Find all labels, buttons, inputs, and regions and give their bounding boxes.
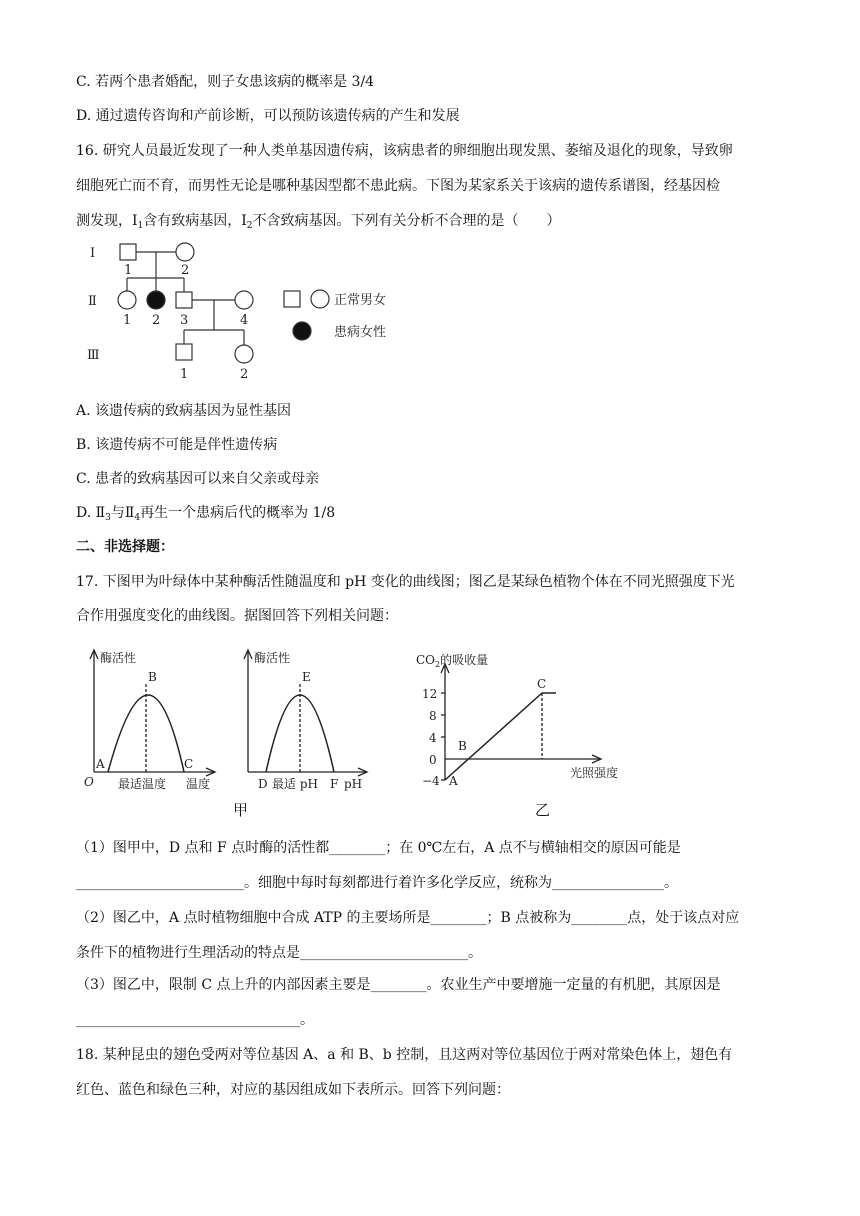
svg-text:B: B	[148, 670, 157, 684]
legend-normal-label: 正常男女	[334, 293, 387, 308]
legend-normal-male-icon	[284, 291, 300, 307]
q18-stem-line2: 红色、蓝色和绿色三种，对应的基因组成如下表所示。回答下列问题：	[76, 1082, 510, 1098]
q17-part1-line1: （1）图甲中，D 点和 F 点时酶的活性都________；在 0℃左右，A 点不与横轴相交的原因可能是	[76, 840, 681, 856]
svg-text:1: 1	[124, 263, 133, 278]
photosynthesis-line	[445, 693, 542, 780]
q16-option-a: A. 该遗传病的致病基因为显性基因	[76, 403, 292, 419]
caption-jia: 甲	[233, 801, 249, 819]
svg-text:4: 4	[429, 731, 437, 745]
photosynthesis-light-graph	[412, 644, 637, 794]
svg-text:2: 2	[240, 367, 249, 382]
svg-text:F: F	[330, 777, 339, 791]
svg-text:光照强度: 光照强度	[570, 766, 619, 780]
gen-label-3: Ⅲ	[87, 348, 100, 363]
svg-text:A: A	[96, 757, 105, 771]
gen2-male-3	[176, 292, 192, 308]
q17-part3-line1: （3）图乙中，限制 C 点上升的内部因素主要是________。农业生产中要增施一定量的有机肥，其原因是	[76, 977, 721, 993]
svg-text:酶活性: 酶活性	[100, 651, 137, 665]
gen2-affected-female-2	[147, 291, 165, 309]
q16-option-d: D. $Ⅱ_3$与$Ⅱ_4$再生一个患病后代的概率为 1/8	[76, 505, 336, 523]
svg-text:酶活性: 酶活性	[254, 651, 291, 665]
legend-affected-female-icon	[293, 322, 311, 340]
enzyme-ph-graph	[238, 640, 373, 795]
svg-text:2: 2	[152, 313, 161, 328]
gen-label-2: Ⅱ	[88, 294, 97, 309]
svg-text:最适温度: 最适温度	[118, 777, 167, 791]
svg-text:3: 3	[180, 313, 189, 328]
svg-text:O: O	[84, 775, 94, 789]
svg-text:C: C	[537, 677, 547, 691]
svg-text:−4: −4	[422, 774, 440, 788]
enzyme-temperature-graph	[78, 640, 226, 795]
svg-text:4: 4	[240, 313, 249, 328]
svg-text:B: B	[458, 739, 467, 753]
q17-stem-line2: 合作用强度变化的曲线图。据图回答下列相关问题：	[76, 608, 398, 624]
q17-stem-line1: 17. 下图甲为叶绿体中某种酶活性随温度和 pH 变化的曲线图；图乙是某绿色植物个体在不同光照强度下光	[76, 574, 735, 590]
q17-part3-line2: ________________________________。	[76, 1012, 314, 1028]
q17-part1-line2: ________________________。细胞中每时每刻都进行着许多化学反应，统称为________________。	[76, 875, 678, 891]
q15-option-d: D. 通过遗传咨询和产前诊断，可以预防该遗传病的产生和发展	[76, 108, 460, 124]
legend-normal-female-icon	[311, 290, 329, 308]
q16-stem-line1: 16. 研究人员最近发现了一种人类单基因遗传病，该病患者的卵细胞出现发黑、萎缩及退化的现象，导致卵	[76, 143, 733, 159]
svg-text:温度: 温度	[186, 777, 211, 791]
q18-stem-line1: 18. 某种昆虫的翅色受两对等位基因 A、a 和 B、b 控制，且这两对等位基因位于两对常染色体上，翅色有	[76, 1047, 733, 1063]
q16-stem-line2: 细胞死亡而不育，而男性无论是哪种基因型都不患此病。下图为某家系关于该病的遗传系谱图，经基因检	[76, 178, 720, 194]
svg-text:D: D	[258, 777, 268, 791]
gen2-female-4	[235, 291, 253, 309]
q16-option-c: C. 患者的致病基因可以来自父亲或母亲	[76, 471, 320, 487]
gen-label-1: Ⅰ	[90, 246, 96, 261]
legend-affected-label: 患病女性	[334, 325, 387, 340]
svg-text:A: A	[449, 774, 458, 788]
svg-text:0: 0	[429, 753, 437, 767]
section-heading: 二、非选择题：	[76, 539, 174, 555]
q17-part2-line2: 条件下的植物进行生理活动的特点是________________________。	[76, 945, 482, 961]
svg-text:2: 2	[181, 263, 190, 278]
svg-text:C: C	[184, 757, 194, 771]
gen1-male-1	[120, 244, 136, 260]
q16-stem-line3: 测发现，$Ⅰ_1$含有致病基因，$Ⅰ_2$不含致病基因。下列有关分析不合理的是（ ）	[76, 213, 561, 231]
svg-text:pH: pH	[344, 777, 363, 791]
gen1-female-2	[176, 243, 194, 261]
svg-text:12: 12	[422, 687, 438, 701]
q16-option-b: B. 该遗传病不可能是伴性遗传病	[76, 437, 278, 453]
q17-part2-line1: （2）图乙中，A 点时植物细胞中合成 ATP 的主要场所是________；B 点被称为________点，处于该点对应	[76, 910, 740, 926]
svg-text:8: 8	[429, 709, 437, 723]
svg-text:1: 1	[180, 367, 189, 382]
caption-yi: 乙	[535, 801, 551, 819]
svg-text:最适 pH: 最适 pH	[272, 777, 318, 791]
q15-option-c: C. 若两个患者婚配，则子女患该病的概率是 3/4	[76, 74, 375, 90]
svg-text:CO2的吸收量: $CO_2$的吸收量	[416, 653, 489, 669]
pedigree-chart	[76, 238, 416, 388]
svg-text:E: E	[302, 670, 311, 684]
gen2-female-1	[118, 291, 136, 309]
gen3-male-1	[176, 344, 192, 360]
svg-text:1: 1	[123, 313, 132, 328]
gen3-female-2	[235, 345, 253, 363]
